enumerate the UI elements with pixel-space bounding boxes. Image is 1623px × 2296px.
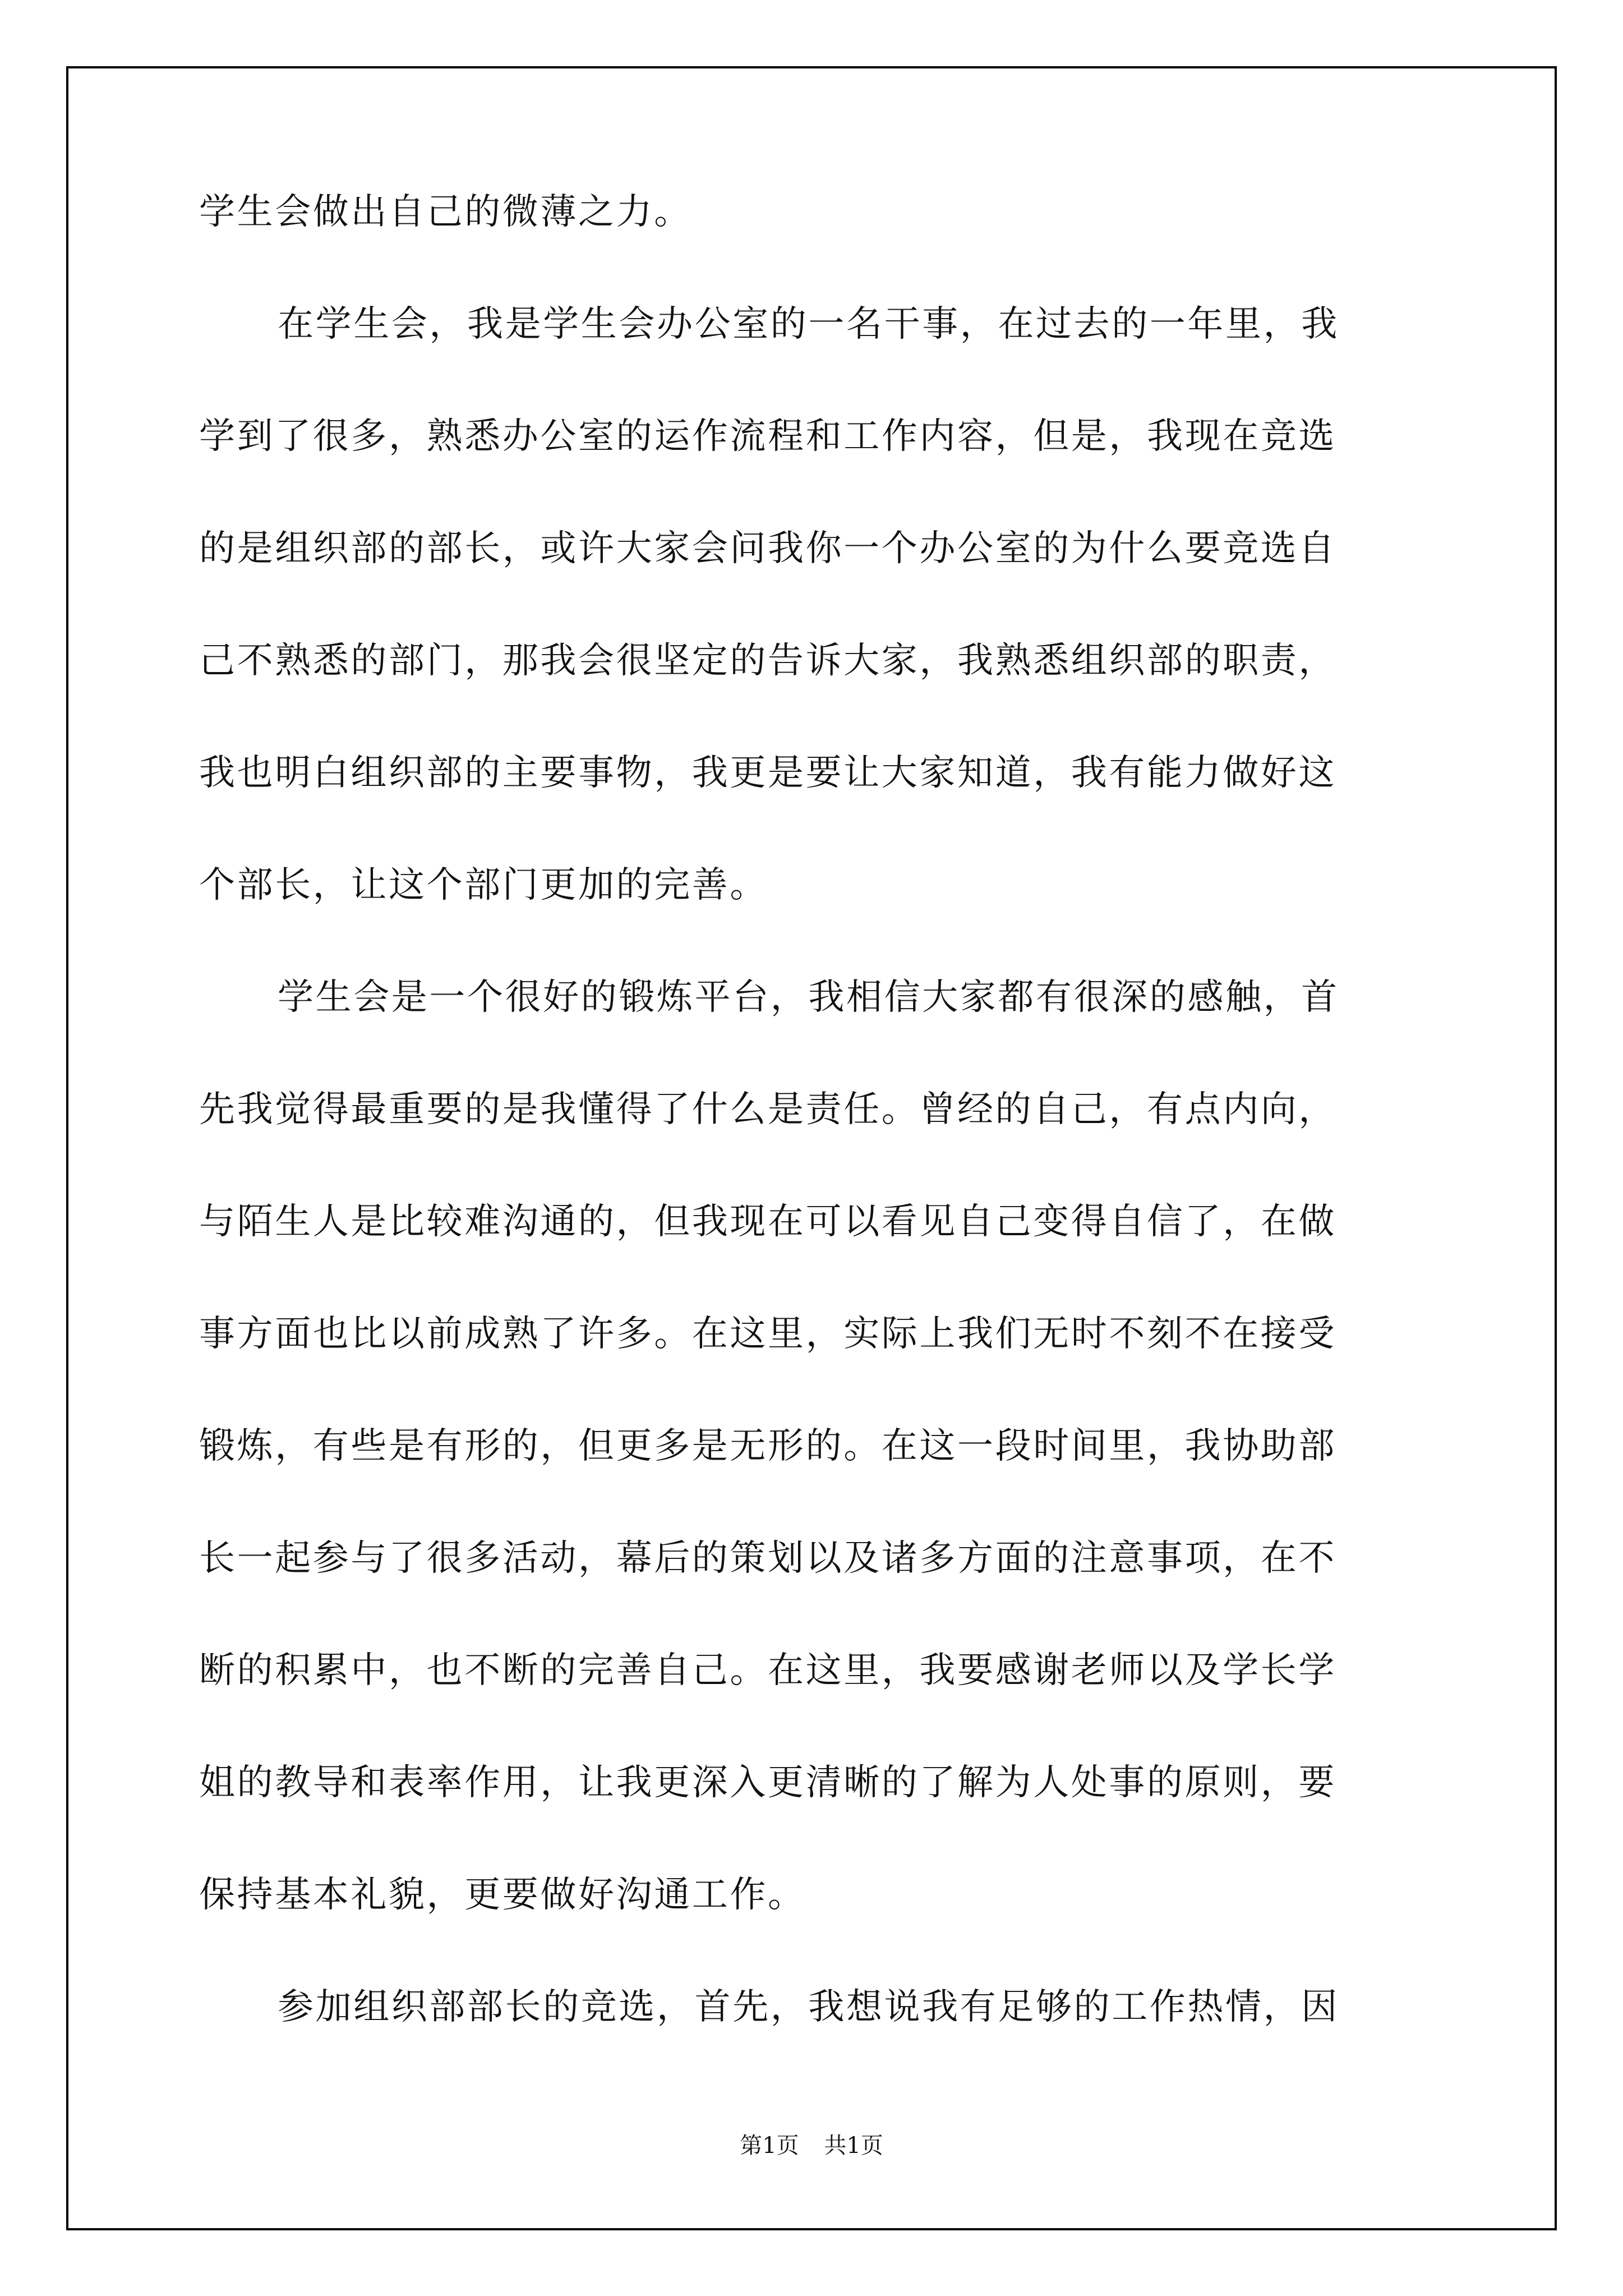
page-footer	[0, 2132, 1623, 2160]
text-line: 学到了很多，熟悉办公室的运作流程和工作内容，但是，我现在竞选	[199, 416, 1336, 457]
paragraph-start-line: 在学生会，我是学生会办公室的一名干事，在过去的一年里，我	[278, 303, 1339, 345]
text-line: 我也明白组织部的主要事物，我更是要让大家知道，我有能力做好这	[199, 752, 1336, 794]
text-line: 事方面也比以前成熟了许多。在这里，实际上我们无时不刻不在接受	[199, 1313, 1336, 1355]
text-line: 与陌生人是比较难沟通的，但我现在可以看见自己变得自信了，在做	[199, 1201, 1336, 1243]
text-line: 锻炼，有些是有形的，但更多是无形的。在这一段时间里，我协助部	[199, 1425, 1336, 1467]
paragraph-start-line: 学生会是一个很好的锻炼平台，我相信大家都有很深的感触，首	[278, 977, 1339, 1018]
page-number-current: 第1页	[740, 2133, 799, 2159]
text-line: 己不熟悉的部门，那我会很坚定的告诉大家，我熟悉组织部的职责，	[199, 640, 1336, 682]
text-line: 的是组织部的部长，或许大家会问我你一个办公室的为什么要竞选自	[199, 528, 1336, 569]
page-number-total: 共1页	[824, 2133, 883, 2159]
text-line: 保持基本礼貌，更要做好沟通工作。	[199, 1874, 806, 1916]
text-line: 先我觉得最重要的是我懂得了什么是责任。曾经的自己，有点内向，	[199, 1089, 1336, 1130]
text-line: 长一起参与了很多活动，幕后的策划以及诸多方面的注意事项，在不	[199, 1538, 1336, 1579]
text-line: 姐的教导和表率作用，让我更深入更清晰的了解为人处事的原则，要	[199, 1762, 1336, 1803]
text-line: 个部长，让这个部门更加的完善。	[199, 864, 768, 906]
text-line: 断的积累中，也不断的完善自己。在这里，我要感谢老师以及学长学	[199, 1650, 1336, 1691]
paragraph-start-line: 参加组织部部长的竞选，首先，我想说我有足够的工作热情，因	[278, 1986, 1339, 2028]
text-line: 学生会做出自己的微薄之力。	[199, 191, 692, 233]
